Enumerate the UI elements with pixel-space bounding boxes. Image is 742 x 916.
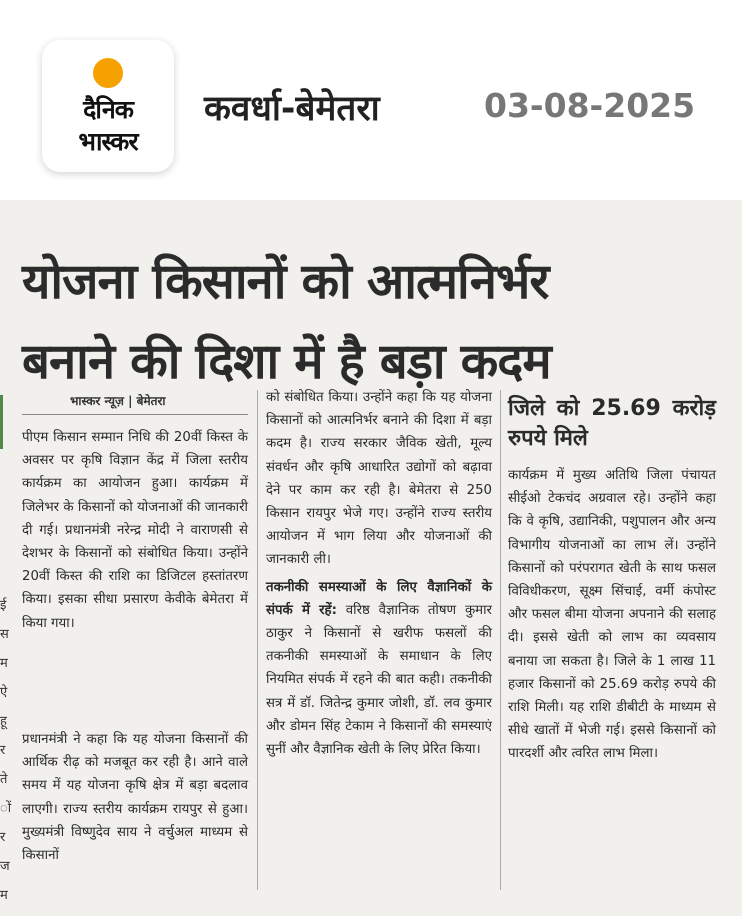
edge-color-bar bbox=[0, 395, 3, 449]
byline: भास्कर न्यूज़ | बेमेतरा bbox=[70, 394, 166, 408]
fragment-char: स bbox=[0, 627, 9, 642]
edition-date: 03-08-2025 bbox=[484, 86, 696, 125]
column-2-paragraph-2: वरिष्ठ वैज्ञानिक तोषण कुमार ठाकुर ने किसानों से खरीफ फसलों की तकनीकी समस्याओं के समाधान के लिए नियमित संपर्क में रहने की बात कही। तकनीकी सत्र में डॉ. जितेन्द्र कुमार जोशी, डॉ. लव कुमार और डोमन सिंह टेकाम ने किसानों की समस्याएं सुनीं और वैज्ञानिक खेती के लिए प्रेरित किया। bbox=[266, 602, 492, 758]
fragment-char: हू bbox=[0, 714, 7, 729]
column-3-paragraph: कार्यक्रम में मुख्य अतिथि जिला पंचायत सीईओ टेकचंद अग्रवाल रहे। उन्होंने कहा कि वे कृषि, उद्यानिकी, पशुपालन और अन्य विभागीय योजनाओं का लाभ लें। उन्होंने किसानों को परंपरागत खेती के साथ फसल विविधीकरण, सूक्ष्म सिंचाई, वर्मी कंपोस्ट और फसल बीमा योजना अपनाने की सलाह दी। इससे खेती को लाभ का व्यवसाय बनाया जा सकता है। जिले के 1 लाख 11 हजार किसानों को 25.69 करोड़ रुपये की राशि मिली। यह राशि डीबीटी के माध्यम से सीधे खातों में भेजी गई। इससे किसानों को पारदर्शी और त्वरित लाभ मिला। bbox=[508, 468, 716, 762]
adjacent-column-fragment bbox=[0, 395, 16, 915]
fragment-char: ज bbox=[0, 859, 10, 874]
column-3 bbox=[508, 394, 716, 894]
fragment-char: ों bbox=[0, 801, 12, 816]
sun-icon bbox=[93, 58, 123, 88]
logo-text-line2: भास्कर bbox=[78, 127, 138, 156]
fragment-char: म bbox=[0, 656, 8, 671]
column-1-paragraph-1: पीएम किसान सम्मान निधि की 20वीं किस्त के अवसर पर कृषि विज्ञान केंद्र में जिला स्तरीय कार्यक्रम का आयोजन हुआ। कार्यक्रम में जिलेभर के किसानों को योजनाओं की जानकारी दी गई। प्रधानमंत्री नरेन्द्र मोदी ने वाराणसी से देशभर के किसानों को संबोधित किया। उन्होंने 20वीं किस्त की राशि का डिजिटल हस्तांतरण किया। इसका सीधा प्रसारण केवीके बेमेतरा में किया गया। bbox=[22, 430, 248, 631]
headline-line-2: बनाने की दिशा में है बड़ा कदम bbox=[22, 333, 551, 390]
dainik-bhaskar-logo[interactable] bbox=[42, 40, 174, 172]
fragment-char: म bbox=[0, 888, 8, 903]
fragment-char: ई bbox=[0, 598, 7, 613]
logo-text-line1: दैनिक bbox=[83, 95, 133, 124]
column-divider bbox=[500, 390, 501, 890]
byline-divider bbox=[22, 414, 248, 415]
fragment-char: र bbox=[0, 830, 6, 845]
column-2 bbox=[266, 386, 492, 761]
column-2-paragraph-1: को संबोधित किया। उन्होंने कहा कि यह योजना किसानों को आत्मनिर्भर बनाने की दिशा में बड़ा कदम है। राज्य सरकार जैविक खेती, मूल्य संवर्धन और कृषि आधारित उद्योगों को बढ़ावा देने पर काम कर रही है। बेमेतरा से 250 किसान रायपुर भेजे गए। उन्होंने राज्य स्तरीय आयोजन में भाग लिया और योजनाओं की जानकारी ली। bbox=[266, 390, 492, 568]
app-header bbox=[0, 0, 742, 180]
fragment-char: ऐ bbox=[0, 685, 8, 700]
headline-line-1: योजना किसानों को आत्मनिर्भर bbox=[22, 253, 549, 310]
column-2-subhead: तकनीकी समस्याओं के लिए वैज्ञानिकों के संपर्क में रहें: bbox=[266, 579, 492, 618]
column-1-paragraph-2: प्रधानमंत्री ने कहा कि यह योजना किसानों की आर्थिक रीढ़ को मजबूत कर रही है। आने वाले समय में यह योजना कृषि क्षेत्र में बड़ा बदलाव लाएगी। राज्य स्तरीय कार्यक्रम रायपुर से हुआ। मुख्यमंत्री विष्णुदेव साय ने वर्चुअल माध्यम से किसानों bbox=[22, 732, 248, 864]
fragment-char: ते bbox=[0, 772, 8, 787]
column-divider bbox=[257, 390, 258, 890]
fragment-char: र bbox=[0, 743, 6, 758]
edition-title: कवर्धा-बेमेतरा bbox=[204, 89, 380, 129]
column-3-subhead: जिले को 25.69 करोड़ रुपये मिले bbox=[508, 396, 716, 451]
